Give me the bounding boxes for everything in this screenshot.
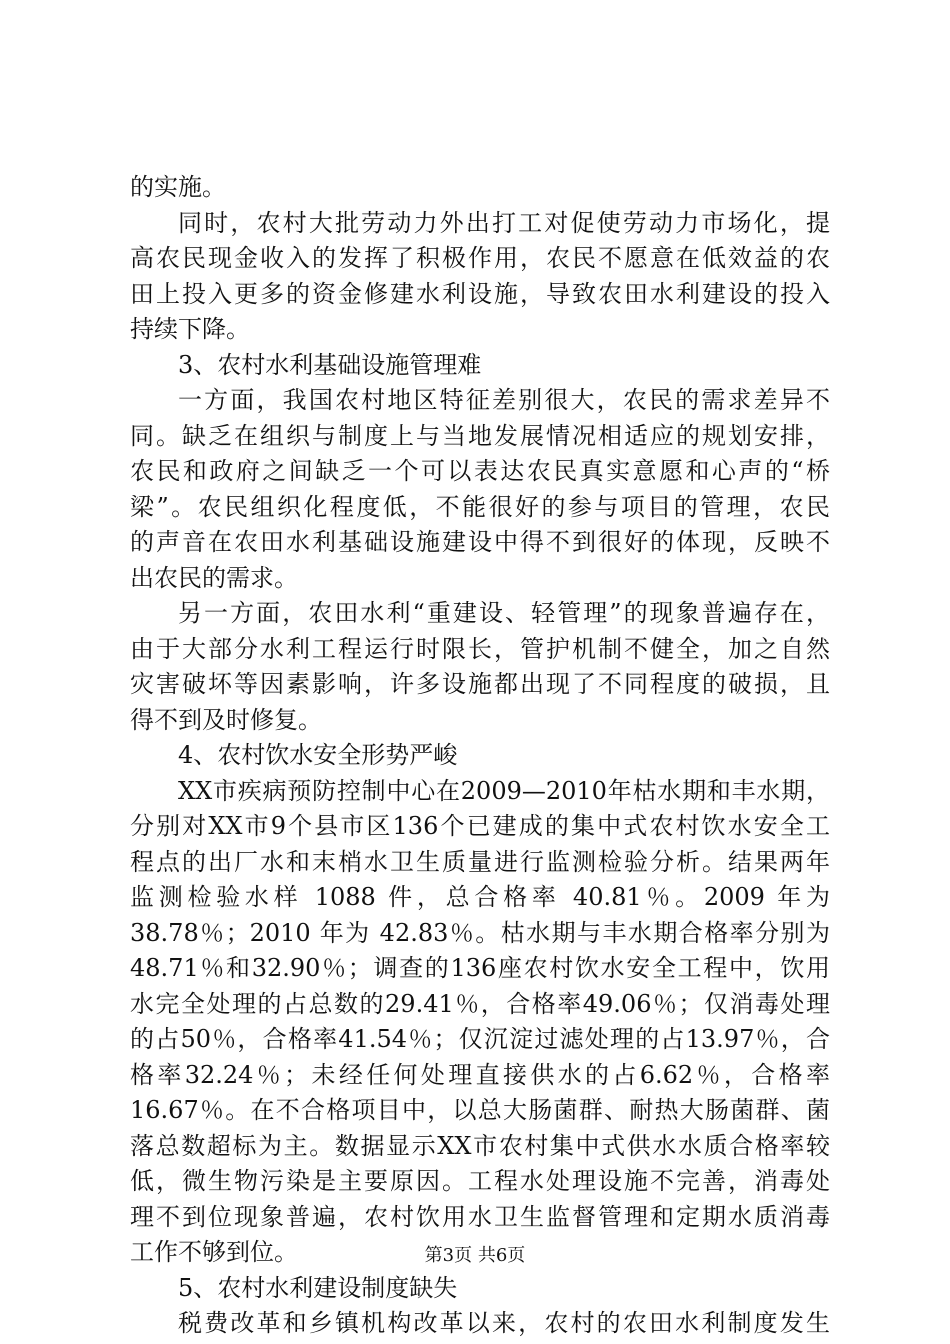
text-line: 格率32.24％；未经任何处理直接供水的占6.62％，合格率	[130, 1060, 830, 1089]
text-line: 税费改革和乡镇机构改革以来，农村的农田水利制度发生	[178, 1309, 830, 1337]
text-line: 16.67％。在不合格项目中，以总大肠菌群、耐热大肠菌群、菌	[130, 1096, 830, 1124]
text-line: 同时，农村大批劳动力外出打工对促使劳动力市场化，提	[178, 208, 830, 237]
text-line: 得不到及时修复。	[130, 705, 322, 734]
text-line: 分别对XX市9个县市区136个已建成的集中式农村饮水安全工	[130, 812, 830, 840]
text-line: 梁”。农民组织化程度低，不能很好的参与项目的管理，农民	[130, 492, 830, 521]
text-line: 4、农村饮水安全形势严峻	[178, 741, 458, 769]
text-line: 落总数超标为主。数据显示XX市农村集中式供水水质合格率较	[130, 1131, 830, 1160]
text-line: 持续下降。	[130, 315, 250, 343]
text-line: 另一方面，农田水利“重建设、轻管理”的现象普遍存在，	[178, 599, 830, 627]
text-line: 田上投入更多的资金修建水利设施，导致农田水利建设的投入	[130, 279, 830, 308]
text-line: 灾害破坏等因素影响，许多设施都出现了不同程度的破损，且	[130, 670, 830, 698]
text-line: 高农民现金收入的发挥了积极作用，农民不愿意在低效益的农	[130, 244, 830, 272]
text-line: 程点的出厂水和末梢水卫生质量进行监测检验分析。结果两年	[130, 847, 830, 876]
text-line: 监测检验水样 1088 件，总合格率 40.81％。2009 年为	[130, 883, 830, 911]
text-line: 48.71％和32.90％；调查的136座农村饮水安全工程中，饮用	[130, 954, 830, 982]
page-footer: 第3页 共6页	[424, 1245, 526, 1266]
text-line: 的声音在农田水利基础设施建设中得不到很好的体现，反映不	[130, 528, 830, 556]
text-line: 低，微生物污染是主要原因。工程水处理设施不完善，消毒处	[130, 1167, 830, 1195]
text-line: 的实施。	[130, 173, 226, 201]
document-body	[130, 170, 830, 1342]
text-line: XX市疾病预防控制中心在2009—2010年枯水期和丰水期，	[178, 776, 830, 805]
text-line: 的占50％，合格率41.54％；仅沉淀过滤处理的占13.97％，合	[130, 1025, 830, 1053]
text-line: 出农民的需求。	[130, 563, 298, 592]
text-line: 理不到位现象普遍，农村饮用水卫生监督管理和定期水质消毒	[130, 1202, 830, 1231]
text-line: 水完全处理的占总数的29.41％，合格率49.06％；仅消毒处理	[130, 989, 830, 1018]
text-line: 同。缺乏在组织与制度上与当地发展情况相适应的规划安排，	[130, 421, 830, 450]
text-line: 3、农村水利基础设施管理难	[178, 350, 482, 379]
text-line: 农民和政府之间缺乏一个可以表达农民真实意愿和心声的“桥	[130, 457, 830, 485]
text-line: 5、农村水利建设制度缺失	[178, 1273, 458, 1302]
text-line: 工作不够到位。	[130, 1238, 298, 1266]
text-line: 一方面，我国农村地区特征差别很大，农民的需求差异不	[178, 386, 830, 414]
text-line: 38.78％；2010 年为 42.83％。枯水期与丰水期合格率分别为	[130, 918, 830, 947]
text-line: 由于大部分水利工程运行时限长，管护机制不健全，加之自然	[130, 634, 830, 663]
